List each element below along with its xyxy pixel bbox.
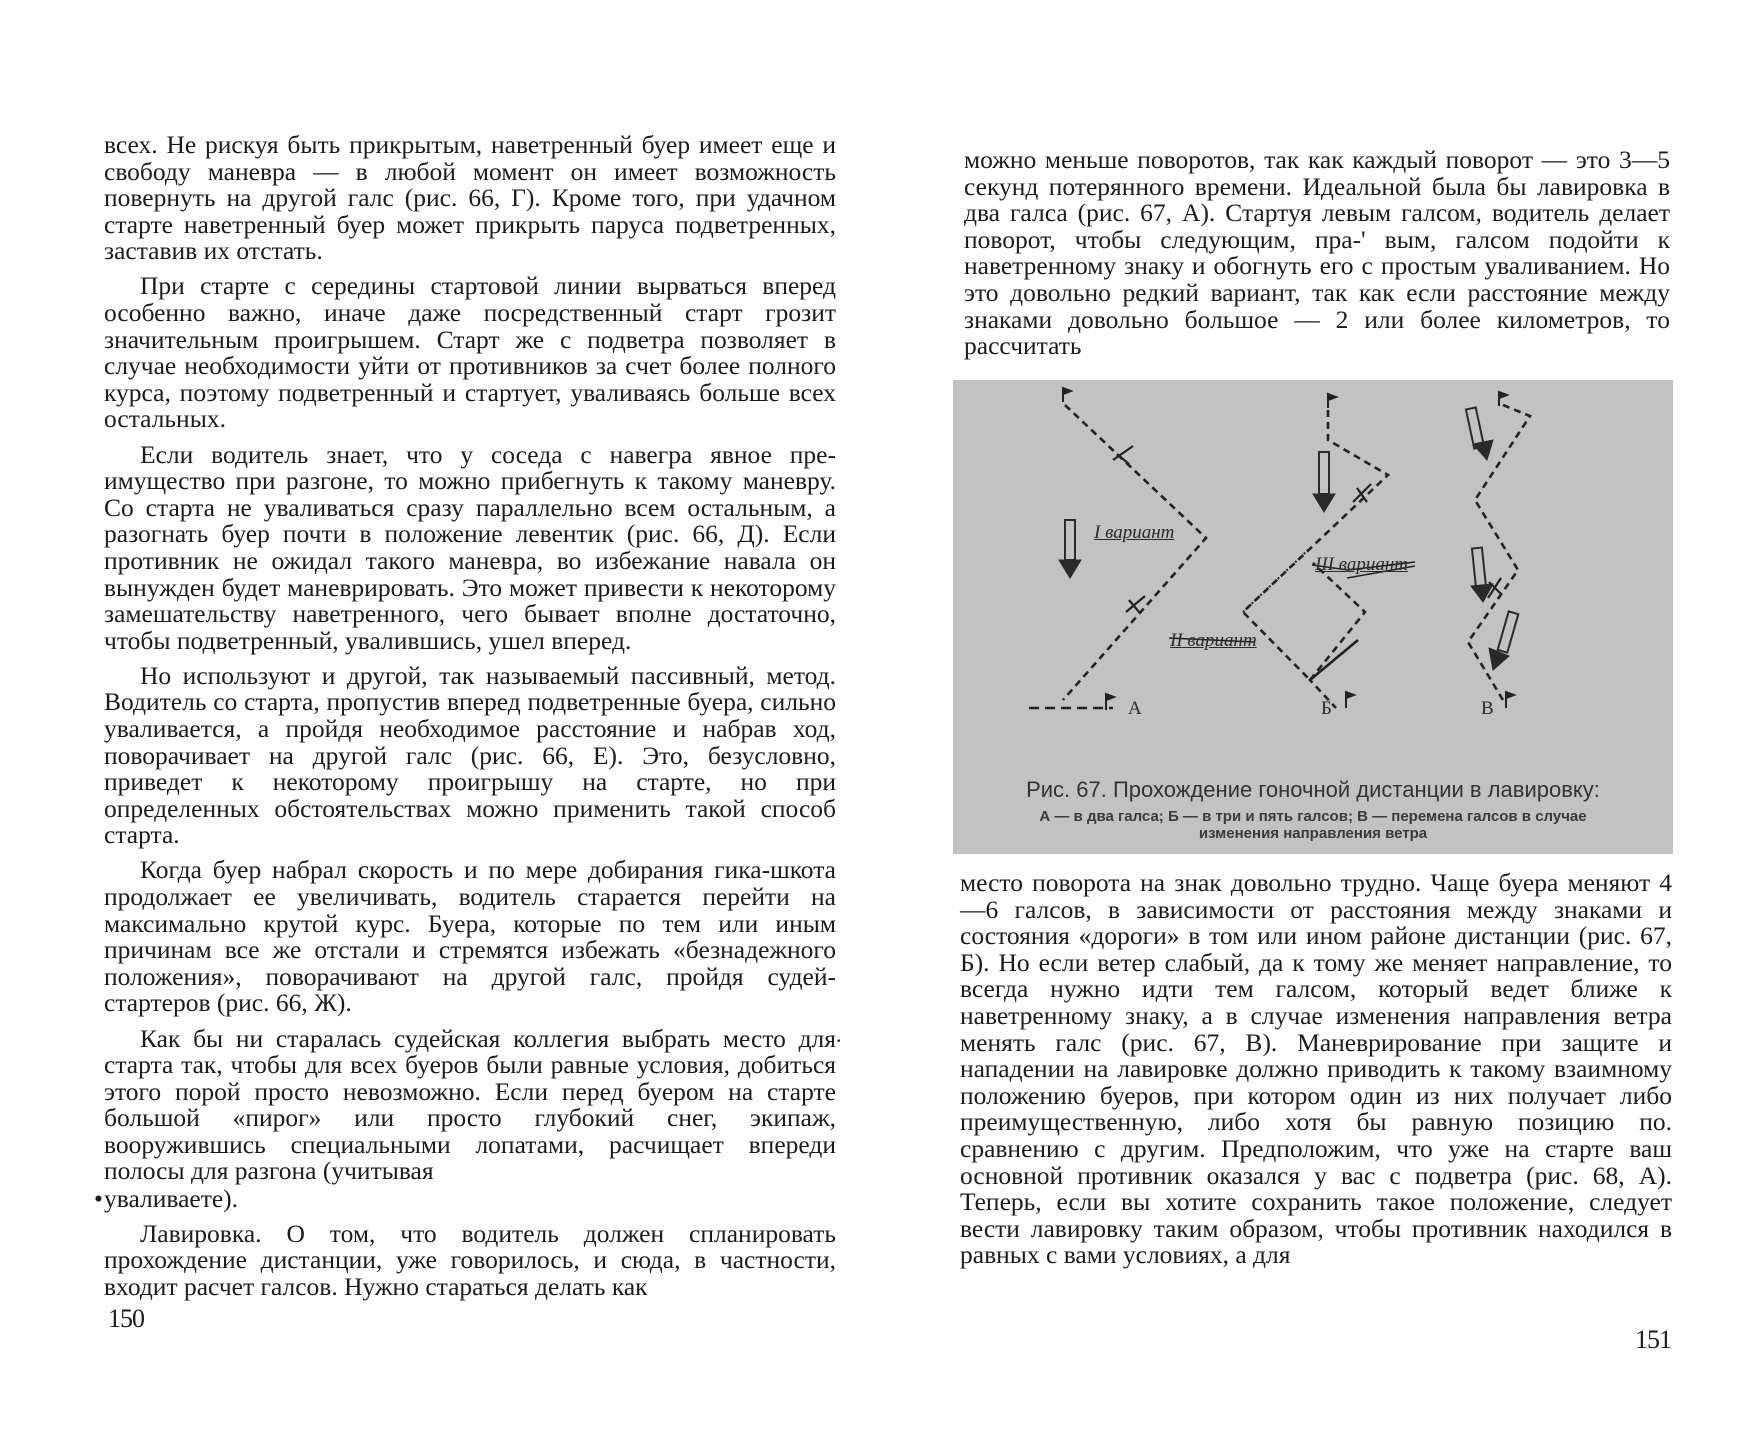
label-variant-1: I вариант [1094,522,1175,543]
course-line-b-alt [1310,563,1365,680]
paragraph: Как бы ни старалась судейская коллегия выбрать место для старта так, чтобы для всех буеров были равные условия, добиться этого порой просто невозможно. Если перед буером на старте большой «пирог» или просто глубокий снег, экипаж, вооружившись специальными лопатами, расчищает впереди полосы для разгона (учитывая [104,1023,836,1186]
figure-caption-title: Рис. 67. Прохождение гоночной дистанции в лавировку: [1026,777,1600,802]
paragraph: всех. Не рискуя быть прикрытым, наветренный буер имеет еще и свободу маневра — в любой момент он имеет возможность повернуть на другой галс (рис. 66, Г). Кроме того, при удачном старте наветренный буер может прикрыть паруса подветренных, заставив их отстать. [104,130,836,266]
margin-dot: . [836,1022,842,1047]
label-point-b: Б [1321,698,1332,719]
right-text-lower [960,870,1672,1277]
figure-caption-line: изменения направления ветра [1198,825,1428,842]
figure-caption-line: А — в два галса; Б — в три и пять галсов; В — перемена галсов в случае [1039,808,1587,825]
paragraph-tail-text: уваливаете). [104,1183,239,1213]
label-point-a: А [1128,698,1142,719]
right-text-upper [964,147,1670,368]
ice-yacht-icon [1113,446,1133,464]
course-line-a [1063,405,1206,700]
bullet-mark: • [94,1183,103,1213]
paragraph: место поворота на знак довольно трудно. Чаще буера меняют 4—6 галсов, в зависимости от расстояния между знаками и состояния «дороги» в том или ином районе дистанции (рис. 67, Б). Но если ветер слабый, да к тому же меняет направление, то всегда нужно идти тем галсом, который ведет ближе к наветренному знаку, а в случае изменения направления ветра менять галс (рис. 67, В). Маневрирование при защите и нападении на лавировке должно приводить к такому взаимному положению буеров, при котором один из них получает либо преимущественную, либо хотя бы равную позицию по. сравнению с другим. Предположим, что уже на старте ваш основной противник оказался у вас с подветра (рис. 68, А). Теперь, если вы хотите сохранить такое положение, следует вести лавировку таким образом, чтобы противник находился в равных с вами условиях, а для [960,868,1672,1270]
wind-arrow-icon [1313,452,1335,512]
paragraph-tail [94,1183,836,1213]
start-mark-icon [1346,692,1354,708]
paragraph: Если водитель знает, что у соседа с навегра явное преимущество при разгоне, то можно прибегнуть к такому маневру. Со старта не уваливаться сразу параллельно всем остальным, а разогнать буер почти в положение левентик (рис. 66, Д). Если противник не ожидал такого маневра, во избежание навала он вынужден будет маневрировать. Это может привести к некоторому замешательству наветренного, чего бывает вполне достаточно, чтобы подветренный, увалившись, ушел вперед. [104,439,836,655]
wind-arrow-icon [1466,407,1493,460]
figure-caption-sub [953,808,1673,842]
paragraph: При старте с середины стартовой линии вырваться вперед особенно важно, иначе даже посредственный старт грозит значительным проигрышем. Старт же с подветра позволяет в случае необходимости уйти от противников за счет более полного курса, поэтому подветренный и стартует, уваливаясь больше всех остальных. [104,271,836,434]
label-point-v: В [1481,698,1494,719]
wind-arrow-icon [1059,520,1081,578]
paragraph: Но используют и другой, так называемый пассивный, метод. Водитель со старта, пропустив вперед подветренные буера, сильно уваливается, а пройдя необходимое расстояние и набрав ход, поворачивает на другой галс (рис. 66, Е). Это, безусловно, приведет к некоторому проигрышу на старте, но при определенных обстоятельствах можно применить такой способ старта. [104,660,836,850]
windward-mark-icon [1499,392,1507,406]
label-variant-2: II вариант [1170,630,1257,651]
windward-mark-icon [1063,388,1071,402]
paragraph: Лавировка. О том, что водитель должен спланировать прохождение дистанции, уже говорилось, и сюда, в частности, входит расчет галсов. Нужно стараться делать как [104,1218,836,1301]
paragraph: Когда буер набрал скорость и по мере добирания гика-шкота продолжает ее увеличивать, водитель старается перейти на максимально крутой курс. Буера, которые по тем или иным причинам все же отстали и стремятся избежать «безнадежного положения», поворачивают на другой галс, пройдя судей-стартеров (рис. 66, Ж). [104,855,836,1018]
wind-arrow-icon [1489,611,1518,670]
right-page [880,0,1760,1440]
start-mark-icon [1506,692,1514,708]
paragraph: можно меньше поворотов, так как каждый поворот — это 3—5 секунд потерянного времени. Идеальной была бы лавировка в два галса (рис. 67, А). Стартуя левым галсом, водитель делает поворот, чтобы следующим, пра-' вым, галсом подойти к наветренному знаку и обогнуть его с простым уваливанием. Но это довольно редкий вариант, так как если расстояние между знаками довольно большое — 2 или более километров, то рассчитать [964,145,1670,361]
page-number-right: 151 [1635,1325,1671,1354]
page-number-left: 150 [108,1304,144,1333]
tacking-diagram [953,380,1673,770]
left-text-column [94,130,836,1309]
windward-mark-icon [1328,394,1336,408]
figure-67 [953,380,1673,854]
label-variant-3: III вариант [1315,554,1408,575]
